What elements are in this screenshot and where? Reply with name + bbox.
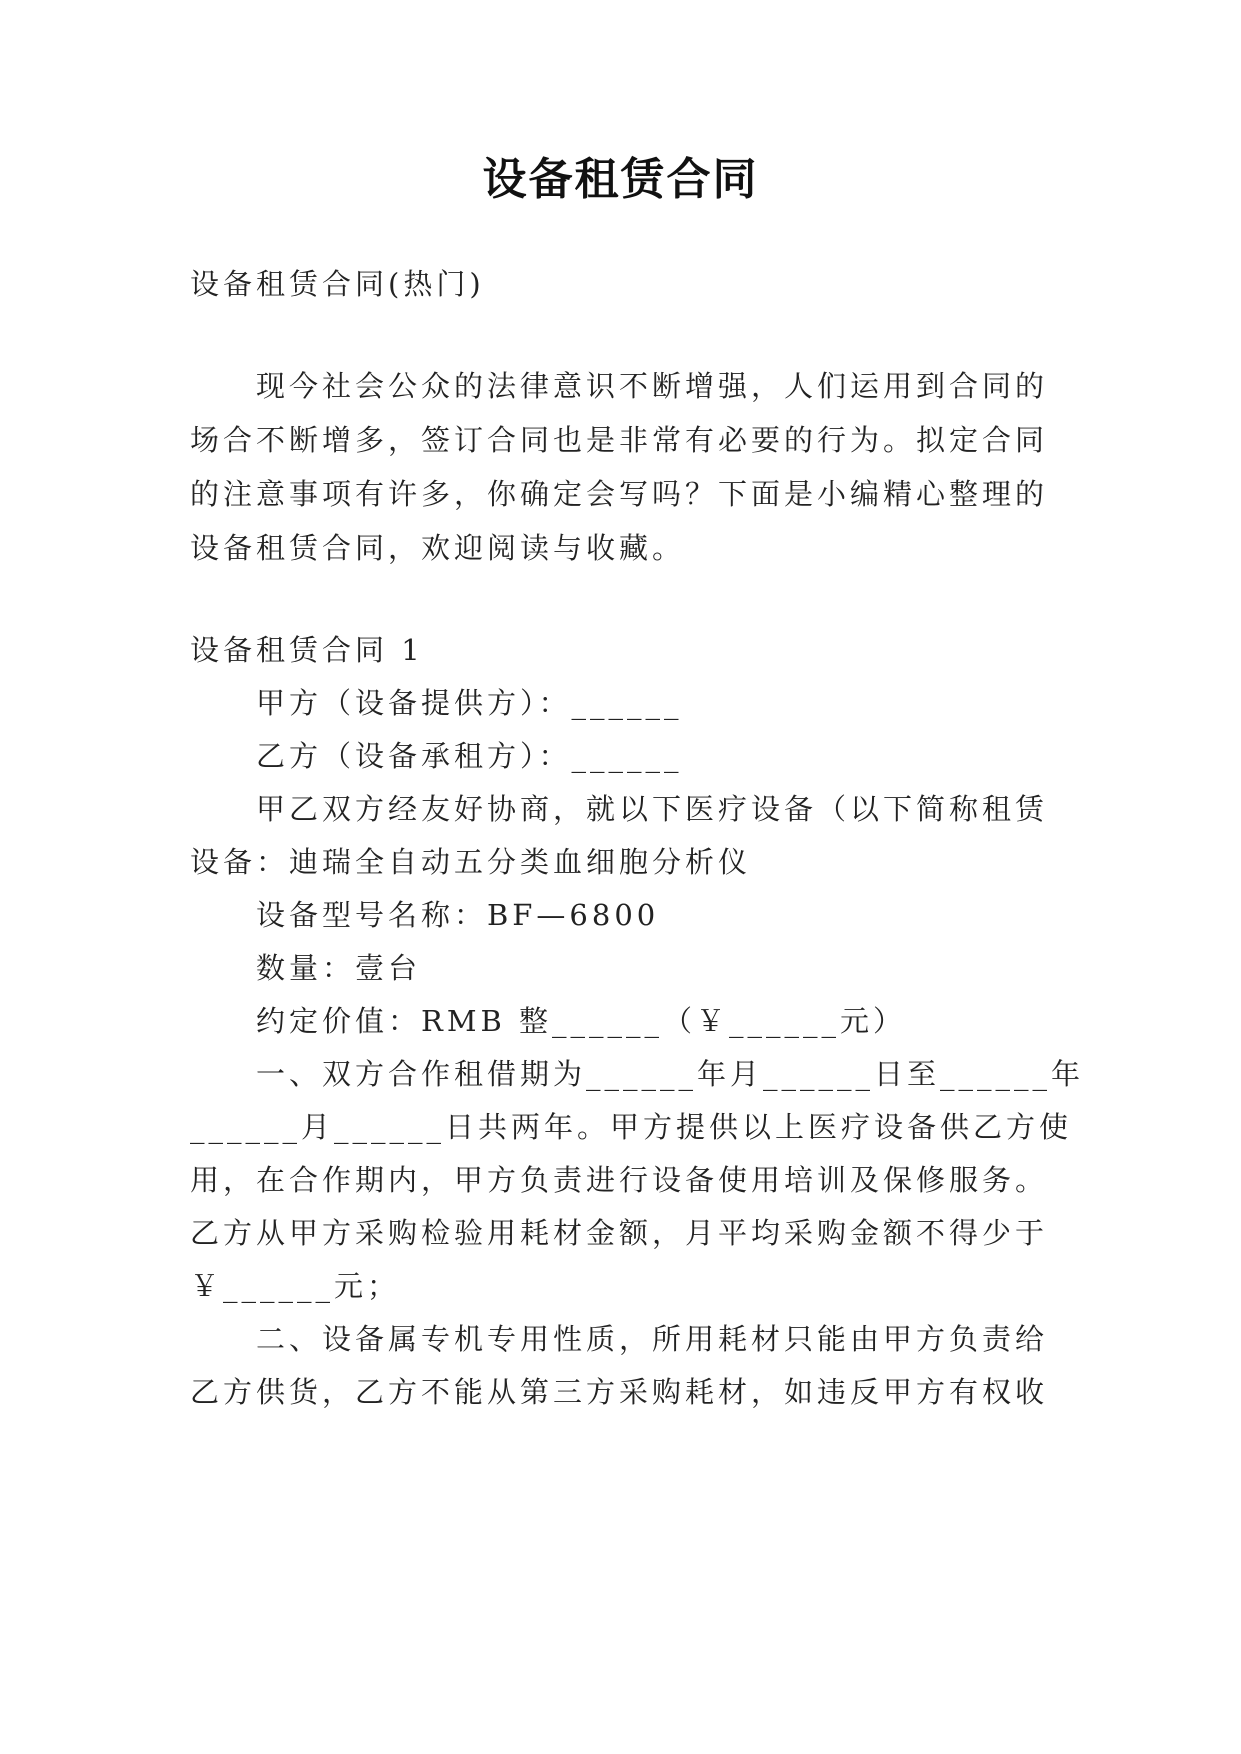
intro-line: 设备租赁合同，欢迎阅读与收藏。 [190,531,686,565]
clause-1-line: 一、双方合作租借期为______年月______日至______年 [256,1057,1085,1091]
clause-1-line: 用，在合作期内，甲方负责进行设备使用培训及保修服务。 [190,1163,1049,1197]
agreement-line: 甲乙双方经友好协商，就以下医疗设备（以下简称租赁 [256,792,1049,826]
clause-2-line: 二、设备属专机专用性质，所用耗材只能由甲方负责给 [256,1322,1049,1356]
intro-line: 的注意事项有许多，你确定会写吗？下面是小编精心整理的 [190,477,1049,511]
clause-2-line: 乙方供货，乙方不能从第三方采购耗材，如违反甲方有权收 [190,1375,1049,1409]
document-title: 设备租赁合同 [482,154,759,205]
equipment-quantity: 数量：壹台 [256,951,422,985]
clause-1-line: ￥______元； [190,1269,401,1303]
section-heading: 设备租赁合同 1 [190,633,424,667]
intro-line: 现今社会公众的法律意识不断增强，人们运用到合同的 [256,369,1049,403]
agreed-price: 约定价值：RMB 整______（￥______元） [256,1004,907,1038]
equipment-model: 设备型号名称：BF—6800 [256,898,660,932]
document-subtitle: 设备租赁合同(热门) [190,267,485,301]
agreement-line: 设备：迪瑞全自动五分类血细胞分析仪 [190,845,752,879]
party-b: 乙方（设备承租方）：______ [256,739,683,773]
clause-1-line: 乙方从甲方采购检验用耗材金额，月平均采购金额不得少于 [190,1216,1049,1250]
party-a: 甲方（设备提供方）：______ [256,686,683,720]
intro-line: 场合不断增多，签订合同也是非常有必要的行为。拟定合同 [190,423,1049,457]
clause-1-line: ______月______日共两年。甲方提供以上医疗设备供乙方使 [190,1110,1073,1144]
